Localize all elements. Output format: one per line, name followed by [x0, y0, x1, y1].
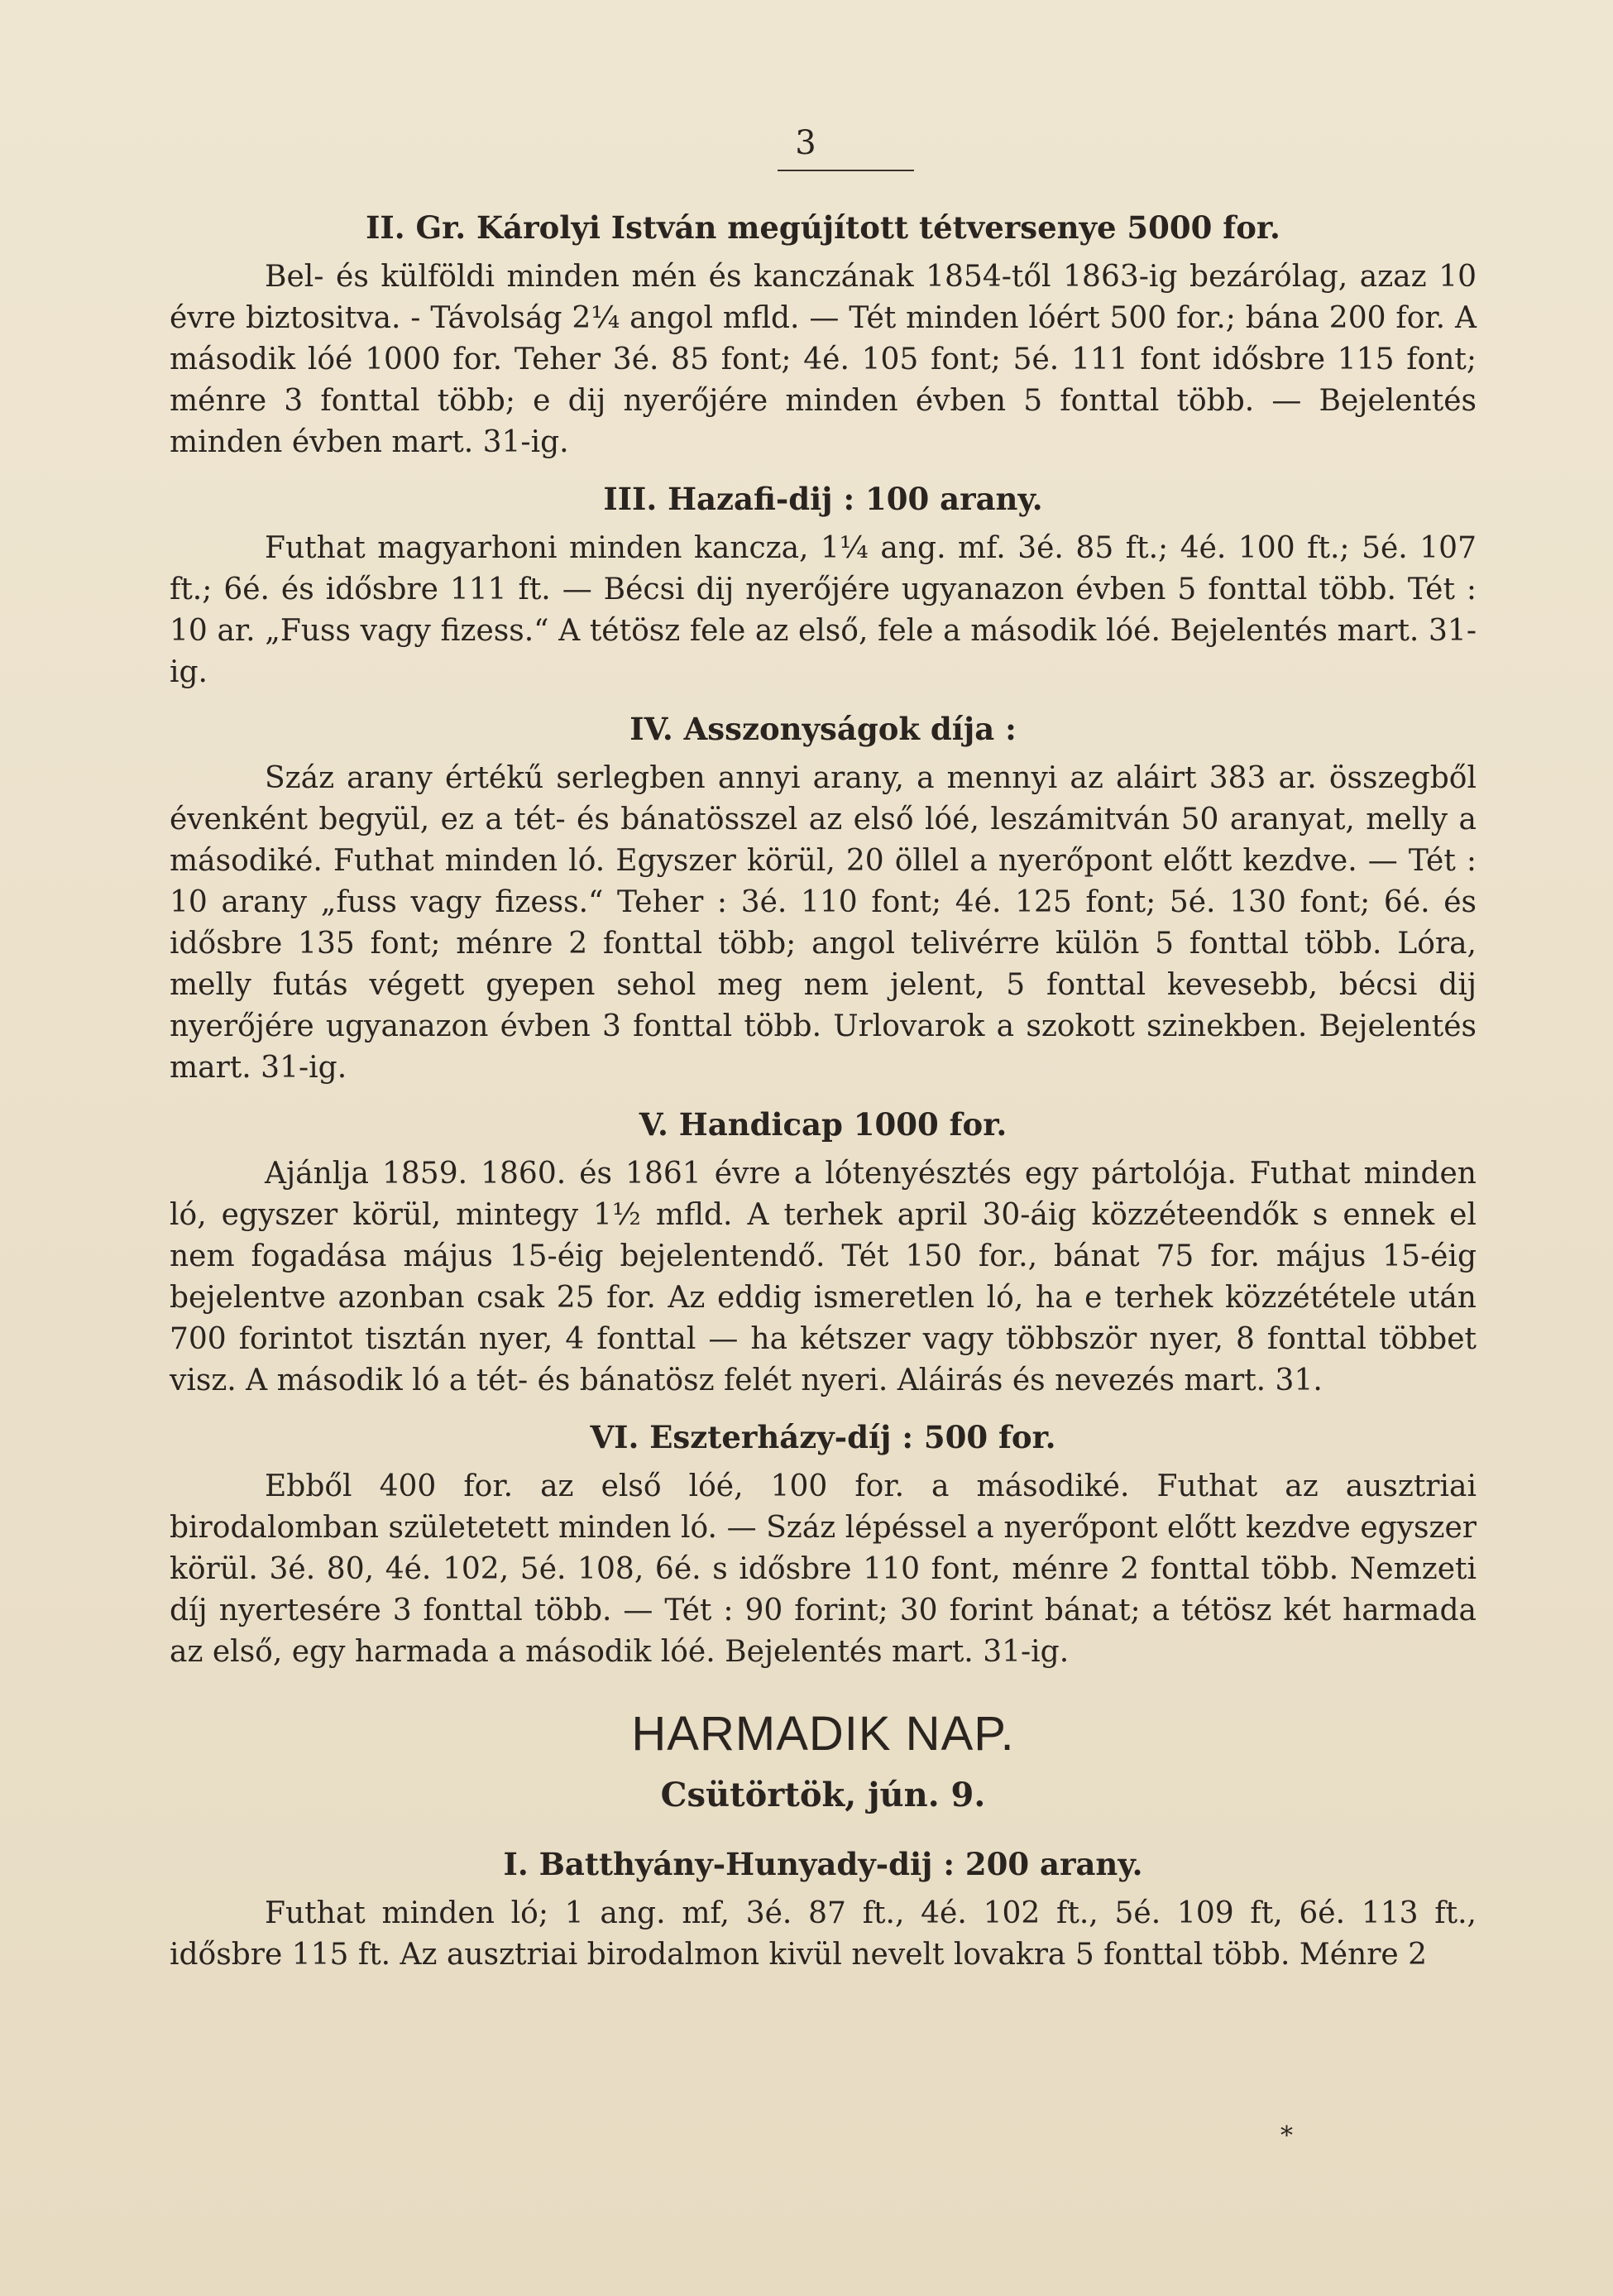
day-title: HARMADIK NAP.	[631, 1707, 1015, 1761]
section-heading: VI. Eszterházy-díj : 500 for.	[590, 1419, 1056, 1455]
section-heading: V. Handicap 1000 for.	[639, 1106, 1008, 1143]
section-heading: I. Batthyány-Hunyady-dij : 200 arany.	[503, 1846, 1143, 1882]
page-number: 3	[795, 124, 818, 162]
day-date: Csütörtök, jún. 9.	[660, 1776, 986, 1814]
page-number-rule	[778, 170, 914, 171]
section-heading: III. Hazafi-dij : 100 arany.	[603, 481, 1043, 517]
section-heading: II. Gr. Károlyi István megújított tétversenye 5000 for.	[366, 209, 1280, 246]
section-paragraph: Ebből 400 for. az első lóé, 100 for. a másodiké. Futhat az ausztriai birodalomban születetett minden ló. — Száz lépéssel a nyerőpont előtt kezdve egyszer körül. 3é. 80, 4é. 102, 5é. 108, 6é. s idősbre 110 font, ménre 2 fonttal több. Nemzeti díj nyertesére 3 fonttal több. — Tét : 90 forint; 30 forint bánat; a tétösz két harmada az első, egy harmada a második lóé. Bejelentés mart. 31-ig.	[170, 1469, 1477, 1669]
section-paragraph: Futhat minden ló; 1 ang. mf, 3é. 87 ft., 4é. 102 ft., 5é. 109 ft, 6é. 113 ft., idősbre 115 ft. Az ausztriai birodalmon kivül nevelt lovakra 5 fonttal több. Ménre 2	[170, 1896, 1477, 1972]
section-paragraph: Száz arany értékű serlegben annyi arany, a mennyi az aláirt 383 ar. összegből évenként begyül, ez a tét- és bánatösszel az első lóé, leszámitván 50 aranyat, melly a másodiké. Futhat minden ló. Egyszer körül, 20 öllel a nyerőpont előtt kezdve. — Tét : 10 arany „fuss vagy fizess.“ Teher : 3é. 110 font; 4é. 125 font; 5é. 130 font; 6é. és idősbre 135 font; ménre 2 fonttal több; angol telivérre külön 5 fonttal több. Lóra, melly futás végett gyepen sehol meg nem jelent, 5 fonttal kevesebb, bécsi dij nyerőjére ugyanazon évben 3 fonttal több. Urlovarok a szokott szinekben. Bejelentés mart. 31-ig.	[170, 761, 1477, 1085]
section-paragraph: Bel- és külföldi minden mén és kanczának 1854-től 1863-ig bezárólag, azaz 10 évre biztositva. - Távolság 2¼ angol mfld. — Tét minden lóért 500 for.; bána 200 for. A második lóé 1000 for. Teher 3é. 85 font; 4é. 105 font; 5é. 111 font idősbre 115 font; ménre 3 fonttal több; e dij nyerőjére minden évben 5 fonttal több. — Bejelentés minden évben mart. 31-ig.	[170, 260, 1477, 459]
section-heading: IV. Asszonyságok díja :	[629, 711, 1017, 747]
page-content	[170, 192, 1477, 1976]
section-paragraph: Ajánlja 1859. 1860. és 1861 évre a lótenyésztés egy pártolója. Futhat minden ló, egyszer körül, mintegy 1½ mfld. A terhek april 30-áig közzéteendők s ennek el nem fogadása május 15-éig bejelentendő. Tét 150 for., bánat 75 for. május 15-éig bejelentve azonban csak 25 for. Az eddig ismeretlen ló, ha e terhek közzététele után 700 forintot tisztán nyer, 4 fonttal — ha kétszer vagy többször nyer, 8 fonttal többet visz. A második ló a tét- és bánatösz felét nyeri. Aláirás és nevezés mart. 31.	[170, 1157, 1477, 1397]
section-paragraph: Futhat magyarhoni minden kancza, 1¼ ang. mf. 3é. 85 ft.; 4é. 100 ft.; 5é. 107 ft.; 6é. és idősbre 111 ft. — Bécsi dij nyerőjére ugyanazon évben 5 fonttal több. Tét : 10 ar. „Fuss vagy fizess.“ A tétösz fele az első, fele a második lóé. Bejelentés mart. 31-ig.	[170, 531, 1477, 689]
footnote-mark: *	[1280, 2121, 1293, 2150]
